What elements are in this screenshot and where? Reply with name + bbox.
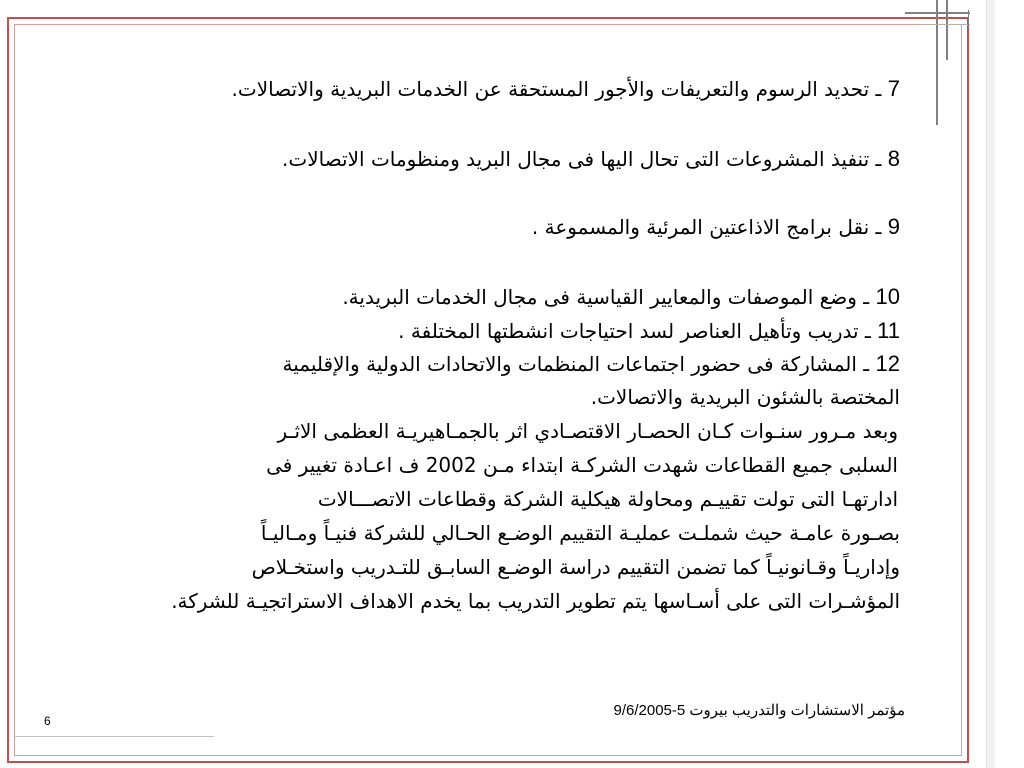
list-item [232, 72, 900, 106]
item-text: المختصة بالشئون البريدية والاتصالات. [590, 385, 900, 409]
item-text: ـ تدريب وتأهيل العناصر لسد احتياجات انشطتها المختلفة . [398, 319, 871, 343]
corner-line-horizontal-2 [920, 24, 970, 25]
item-number: 7 [887, 76, 900, 101]
slide-right-edge [986, 0, 995, 768]
corner-line-horizontal-1 [905, 12, 970, 14]
corner-line-vertical-3 [968, 10, 969, 28]
paragraph-line: وبعد مـرور سنـوات كـان الحصـار الاقتصـادي اثر بالجمـاهيريـة العظمى الاثـر [277, 419, 898, 443]
item-text: ـ تنفيذ المشروعات التى تحال اليها فى مجال البريد ومنظومات الاتصالات. [282, 147, 882, 171]
paragraph-line: المؤشـرات التى على أسـاسها يتم تطوير التدريب بما يخدم الاهداف الاستراتجيـة للشركة. [171, 589, 900, 613]
item-number: 8 [887, 146, 900, 171]
list-item [283, 347, 900, 381]
list-item-continuation [591, 380, 900, 414]
paragraph-line: بصـورة عامـة حيث شملـت عمليـة التقييم الوضـع الحـالي للشركة فنيـاً ومـاليـاً [260, 521, 900, 545]
item-text: ـ وضع الموصفات والمعايير القياسية فى مجال الخدمات البريدية. [342, 285, 870, 309]
item-text: ـ المشاركة فى حضور اجتماعات المنظمات والاتحادات الدولية والإقليمية [282, 352, 870, 376]
item-number: 12 [875, 351, 900, 376]
page-number: 6 [44, 714, 51, 728]
paragraph-line: ادارتهـا التى تولت تقييـم ومحاولة هيكلية الشركة وقطاعات الاتصـــالات [317, 487, 898, 511]
item-number: 10 [875, 284, 900, 309]
paragraph-line: السلبى جميع القطاعات شهدت الشركـة ابتداء مـن 2002 ف اعـادة تغيير فى [266, 453, 898, 477]
item-text: ـ نقل برامج الاذاعتين المرئية والمسموعة . [531, 215, 882, 239]
corner-line-vertical-2 [946, 0, 948, 60]
list-item [532, 210, 900, 244]
item-text: ـ تحديد الرسوم والتعريفات والأجور المستحقة عن الخدمات البريدية والاتصالات. [231, 77, 882, 101]
footer-conference: مؤتمر الاستشارات والتدريب بيروت 5-9/6/2005 [613, 702, 905, 719]
list-item [282, 142, 900, 176]
item-number: 9 [887, 214, 900, 239]
item-number: 11 [877, 318, 900, 343]
corner-line-vertical-1 [936, 0, 938, 125]
footer-divider [14, 736, 214, 737]
list-item [342, 280, 900, 314]
paragraph-line: وإداريـاً وقـانونيـاً كما تضمن التقييم دراسة الوضـع السابـق للتـدريب واستخـلاص [251, 555, 900, 579]
list-item [398, 314, 900, 348]
